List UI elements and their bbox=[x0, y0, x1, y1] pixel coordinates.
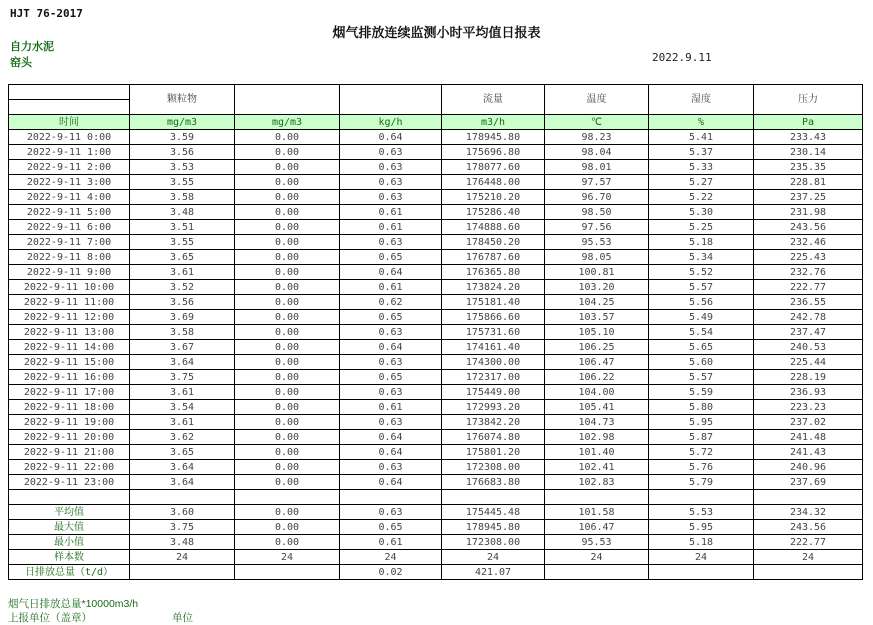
value-cell: 173842.20 bbox=[442, 415, 545, 430]
value-cell: 241.48 bbox=[754, 430, 863, 445]
value-cell: 0.00 bbox=[235, 325, 340, 340]
value-cell: 3.64 bbox=[130, 355, 235, 370]
table-row bbox=[9, 130, 863, 145]
summary-value-cell: 175445.48 bbox=[442, 505, 545, 520]
table-row bbox=[9, 430, 863, 445]
report-date: 2022.9.11 bbox=[652, 51, 712, 64]
value-cell: 0.00 bbox=[235, 295, 340, 310]
value-cell: 103.57 bbox=[545, 310, 649, 325]
value-cell: 232.76 bbox=[754, 265, 863, 280]
value-cell: 175801.20 bbox=[442, 445, 545, 460]
table-row bbox=[9, 190, 863, 205]
value-cell: 0.65 bbox=[340, 370, 442, 385]
value-cell: 3.54 bbox=[130, 400, 235, 415]
value-cell: 237.02 bbox=[754, 415, 863, 430]
time-cell: 2022-9-11 12:00 bbox=[9, 310, 130, 325]
value-cell: 0.00 bbox=[235, 475, 340, 490]
value-cell: 0.63 bbox=[340, 460, 442, 475]
value-cell: 0.00 bbox=[235, 445, 340, 460]
unit-cell-percent: % bbox=[649, 115, 754, 130]
summary-value-cell: 24 bbox=[130, 550, 235, 565]
time-cell: 2022-9-11 9:00 bbox=[9, 265, 130, 280]
value-cell: 0.00 bbox=[235, 370, 340, 385]
value-cell: 0.00 bbox=[235, 220, 340, 235]
value-cell: 5.72 bbox=[649, 445, 754, 460]
value-cell: 225.44 bbox=[754, 355, 863, 370]
value-cell: 233.43 bbox=[754, 130, 863, 145]
table-row bbox=[9, 205, 863, 220]
value-cell: 106.22 bbox=[545, 370, 649, 385]
footer-note: 烟气日排放总量*10000m3/h bbox=[8, 598, 139, 610]
value-cell: 100.81 bbox=[545, 265, 649, 280]
value-cell: 178450.20 bbox=[442, 235, 545, 250]
value-cell: 172993.20 bbox=[442, 400, 545, 415]
summary-value-cell: 95.53 bbox=[545, 535, 649, 550]
time-cell: 2022-9-11 10:00 bbox=[9, 280, 130, 295]
value-cell: 96.70 bbox=[545, 190, 649, 205]
table-row bbox=[9, 325, 863, 340]
table-row bbox=[9, 370, 863, 385]
table-row bbox=[9, 265, 863, 280]
time-cell: 2022-9-11 3:00 bbox=[9, 175, 130, 190]
summary-value-cell: 5.53 bbox=[649, 505, 754, 520]
unit-cell-pa: Pa bbox=[754, 115, 863, 130]
value-cell: 0.62 bbox=[340, 295, 442, 310]
value-cell: 236.93 bbox=[754, 385, 863, 400]
value-cell: 95.53 bbox=[545, 235, 649, 250]
time-cell: 2022-9-11 7:00 bbox=[9, 235, 130, 250]
value-cell: 0.00 bbox=[235, 190, 340, 205]
time-cell: 2022-9-11 23:00 bbox=[9, 475, 130, 490]
value-cell: 178945.80 bbox=[442, 130, 545, 145]
value-cell: 98.01 bbox=[545, 160, 649, 175]
value-cell: 5.22 bbox=[649, 190, 754, 205]
table-row bbox=[9, 280, 863, 295]
value-cell: 0.00 bbox=[235, 130, 340, 145]
value-cell: 0.00 bbox=[235, 430, 340, 445]
summary-value-cell: 3.75 bbox=[130, 520, 235, 535]
time-cell: 2022-9-11 16:00 bbox=[9, 370, 130, 385]
summary-value-cell: 0.00 bbox=[235, 520, 340, 535]
value-cell: 105.41 bbox=[545, 400, 649, 415]
value-cell: 223.23 bbox=[754, 400, 863, 415]
time-cell: 2022-9-11 18:00 bbox=[9, 400, 130, 415]
value-cell: 0.63 bbox=[340, 325, 442, 340]
summary-value-cell: 0.63 bbox=[340, 505, 442, 520]
value-cell: 175696.80 bbox=[442, 145, 545, 160]
value-cell: 228.81 bbox=[754, 175, 863, 190]
value-cell: 98.50 bbox=[545, 205, 649, 220]
column-header-particulate: 颗粒物 bbox=[130, 85, 235, 115]
value-cell: 235.35 bbox=[754, 160, 863, 175]
value-cell: 104.25 bbox=[545, 295, 649, 310]
value-cell: 5.25 bbox=[649, 220, 754, 235]
value-cell: 173824.20 bbox=[442, 280, 545, 295]
station-name: 窑头 bbox=[10, 57, 32, 69]
summary-value-cell: 24 bbox=[754, 550, 863, 565]
summary-value-cell: 421.07 bbox=[442, 565, 545, 580]
summary-value-cell: 0.61 bbox=[340, 535, 442, 550]
value-cell: 0.65 bbox=[340, 250, 442, 265]
value-cell: 175181.40 bbox=[442, 295, 545, 310]
time-cell: 2022-9-11 20:00 bbox=[9, 430, 130, 445]
value-cell: 232.46 bbox=[754, 235, 863, 250]
value-cell: 240.96 bbox=[754, 460, 863, 475]
value-cell: 5.56 bbox=[649, 295, 754, 310]
value-cell: 0.00 bbox=[235, 160, 340, 175]
spacer-section bbox=[9, 490, 863, 505]
value-cell: 3.61 bbox=[130, 265, 235, 280]
table-row bbox=[9, 220, 863, 235]
summary-value-cell bbox=[130, 565, 235, 580]
units-row bbox=[9, 115, 863, 130]
value-cell: 3.51 bbox=[130, 220, 235, 235]
time-cell: 2022-9-11 5:00 bbox=[9, 205, 130, 220]
column-header-humidity: 湿度 bbox=[649, 85, 754, 115]
value-cell: 0.64 bbox=[340, 130, 442, 145]
value-cell: 98.05 bbox=[545, 250, 649, 265]
value-cell: 5.60 bbox=[649, 355, 754, 370]
table-row bbox=[9, 340, 863, 355]
value-cell: 0.00 bbox=[235, 385, 340, 400]
table-row bbox=[9, 235, 863, 250]
value-cell: 222.77 bbox=[754, 280, 863, 295]
value-cell: 5.80 bbox=[649, 400, 754, 415]
report-unit-label: 上报单位（盖章） bbox=[8, 612, 92, 624]
value-cell: 102.98 bbox=[545, 430, 649, 445]
summary-value-cell: 0.00 bbox=[235, 535, 340, 550]
value-cell: 5.52 bbox=[649, 265, 754, 280]
value-cell: 0.63 bbox=[340, 385, 442, 400]
value-cell: 3.56 bbox=[130, 145, 235, 160]
summary-value-cell: 172308.00 bbox=[442, 535, 545, 550]
value-cell: 237.47 bbox=[754, 325, 863, 340]
column-header-blank-1 bbox=[235, 85, 340, 115]
value-cell: 176683.80 bbox=[442, 475, 545, 490]
value-cell: 5.34 bbox=[649, 250, 754, 265]
value-cell: 97.56 bbox=[545, 220, 649, 235]
column-header-pressure: 压力 bbox=[754, 85, 863, 115]
summary-value-cell: 222.77 bbox=[754, 535, 863, 550]
value-cell: 5.54 bbox=[649, 325, 754, 340]
value-cell: 3.48 bbox=[130, 205, 235, 220]
summary-value-cell bbox=[545, 565, 649, 580]
value-cell: 174888.60 bbox=[442, 220, 545, 235]
time-cell: 2022-9-11 17:00 bbox=[9, 385, 130, 400]
value-cell: 0.63 bbox=[340, 145, 442, 160]
value-cell: 175449.00 bbox=[442, 385, 545, 400]
summary-value-cell: 3.60 bbox=[130, 505, 235, 520]
table-row bbox=[9, 310, 863, 325]
value-cell: 0.61 bbox=[340, 220, 442, 235]
value-cell: 5.95 bbox=[649, 415, 754, 430]
table-row bbox=[9, 295, 863, 310]
value-cell: 0.00 bbox=[235, 355, 340, 370]
value-cell: 102.41 bbox=[545, 460, 649, 475]
value-cell: 242.78 bbox=[754, 310, 863, 325]
table-row bbox=[9, 145, 863, 160]
summary-row bbox=[9, 565, 863, 580]
value-cell: 225.43 bbox=[754, 250, 863, 265]
summary-value-cell: 0.65 bbox=[340, 520, 442, 535]
value-cell: 0.65 bbox=[340, 310, 442, 325]
summary-value-cell: 24 bbox=[545, 550, 649, 565]
time-cell: 2022-9-11 2:00 bbox=[9, 160, 130, 175]
summary-value-cell: 178945.80 bbox=[442, 520, 545, 535]
unit-cell-kgh: kg/h bbox=[340, 115, 442, 130]
data-rows bbox=[9, 130, 863, 490]
summary-value-cell: 0.02 bbox=[340, 565, 442, 580]
value-cell: 0.63 bbox=[340, 175, 442, 190]
summary-row bbox=[9, 505, 863, 520]
value-cell: 3.69 bbox=[130, 310, 235, 325]
value-cell: 3.64 bbox=[130, 460, 235, 475]
value-cell: 0.61 bbox=[340, 280, 442, 295]
corner-cell-top bbox=[9, 85, 130, 100]
summary-value-cell: 24 bbox=[649, 550, 754, 565]
value-cell: 228.19 bbox=[754, 370, 863, 385]
time-cell: 2022-9-11 22:00 bbox=[9, 460, 130, 475]
value-cell: 98.04 bbox=[545, 145, 649, 160]
value-cell: 3.61 bbox=[130, 385, 235, 400]
time-cell: 2022-9-11 4:00 bbox=[9, 190, 130, 205]
value-cell: 3.58 bbox=[130, 190, 235, 205]
unit-label: 单位 bbox=[172, 612, 193, 624]
standard-code: HJT 76-2017 bbox=[10, 7, 83, 20]
value-cell: 5.57 bbox=[649, 370, 754, 385]
value-cell: 0.64 bbox=[340, 445, 442, 460]
summary-value-cell: 24 bbox=[340, 550, 442, 565]
value-cell: 0.64 bbox=[340, 265, 442, 280]
value-cell: 241.43 bbox=[754, 445, 863, 460]
value-cell: 102.83 bbox=[545, 475, 649, 490]
time-cell: 2022-9-11 6:00 bbox=[9, 220, 130, 235]
value-cell: 106.25 bbox=[545, 340, 649, 355]
time-cell: 2022-9-11 11:00 bbox=[9, 295, 130, 310]
value-cell: 98.23 bbox=[545, 130, 649, 145]
value-cell: 178077.60 bbox=[442, 160, 545, 175]
group-header-row bbox=[9, 85, 863, 100]
value-cell: 3.65 bbox=[130, 445, 235, 460]
summary-value-cell: 106.47 bbox=[545, 520, 649, 535]
value-cell: 0.61 bbox=[340, 400, 442, 415]
table-row bbox=[9, 415, 863, 430]
value-cell: 5.27 bbox=[649, 175, 754, 190]
summary-row bbox=[9, 550, 863, 565]
value-cell: 231.98 bbox=[754, 205, 863, 220]
value-cell: 0.00 bbox=[235, 280, 340, 295]
value-cell: 176787.60 bbox=[442, 250, 545, 265]
value-cell: 0.64 bbox=[340, 340, 442, 355]
value-cell: 3.75 bbox=[130, 370, 235, 385]
value-cell: 3.53 bbox=[130, 160, 235, 175]
table-row bbox=[9, 175, 863, 190]
table-row bbox=[9, 385, 863, 400]
value-cell: 3.58 bbox=[130, 325, 235, 340]
time-cell: 2022-9-11 0:00 bbox=[9, 130, 130, 145]
value-cell: 237.25 bbox=[754, 190, 863, 205]
summary-value-cell: 101.58 bbox=[545, 505, 649, 520]
summary-value-cell: 3.48 bbox=[130, 535, 235, 550]
time-cell: 2022-9-11 1:00 bbox=[9, 145, 130, 160]
table-row bbox=[9, 460, 863, 475]
value-cell: 0.63 bbox=[340, 160, 442, 175]
value-cell: 0.00 bbox=[235, 340, 340, 355]
summary-label: 最小值 bbox=[9, 535, 130, 550]
unit-cell-celsius: ℃ bbox=[545, 115, 649, 130]
summary-label: 最大值 bbox=[9, 520, 130, 535]
value-cell: 176365.80 bbox=[442, 265, 545, 280]
table-row bbox=[9, 475, 863, 490]
value-cell: 0.00 bbox=[235, 145, 340, 160]
value-cell: 3.59 bbox=[130, 130, 235, 145]
table-row bbox=[9, 355, 863, 370]
value-cell: 0.00 bbox=[235, 415, 340, 430]
summary-value-cell: 5.18 bbox=[649, 535, 754, 550]
summary-label: 平均值 bbox=[9, 505, 130, 520]
table-row bbox=[9, 445, 863, 460]
value-cell: 101.40 bbox=[545, 445, 649, 460]
value-cell: 3.64 bbox=[130, 475, 235, 490]
value-cell: 0.63 bbox=[340, 415, 442, 430]
value-cell: 174300.00 bbox=[442, 355, 545, 370]
value-cell: 104.73 bbox=[545, 415, 649, 430]
value-cell: 0.00 bbox=[235, 235, 340, 250]
table-row bbox=[9, 160, 863, 175]
value-cell: 240.53 bbox=[754, 340, 863, 355]
time-cell: 2022-9-11 8:00 bbox=[9, 250, 130, 265]
summary-value-cell: 234.32 bbox=[754, 505, 863, 520]
value-cell: 5.30 bbox=[649, 205, 754, 220]
value-cell: 3.65 bbox=[130, 250, 235, 265]
summary-value-cell bbox=[235, 565, 340, 580]
value-cell: 5.59 bbox=[649, 385, 754, 400]
value-cell: 5.37 bbox=[649, 145, 754, 160]
company-name: 自力水泥 bbox=[10, 41, 54, 53]
unit-cell-mg: mg/m3 bbox=[235, 115, 340, 130]
value-cell: 106.47 bbox=[545, 355, 649, 370]
value-cell: 230.14 bbox=[754, 145, 863, 160]
value-cell: 3.55 bbox=[130, 235, 235, 250]
spacer-row bbox=[9, 490, 863, 505]
value-cell: 236.55 bbox=[754, 295, 863, 310]
summary-value-cell: 243.56 bbox=[754, 520, 863, 535]
value-cell: 0.00 bbox=[235, 175, 340, 190]
value-cell: 0.00 bbox=[235, 205, 340, 220]
summary-label: 日排放总量（t/d） bbox=[9, 565, 130, 580]
value-cell: 0.00 bbox=[235, 265, 340, 280]
time-cell: 2022-9-11 15:00 bbox=[9, 355, 130, 370]
value-cell: 0.00 bbox=[235, 250, 340, 265]
value-cell: 0.64 bbox=[340, 475, 442, 490]
summary-value-cell bbox=[754, 565, 863, 580]
value-cell: 3.61 bbox=[130, 415, 235, 430]
report-title: 烟气排放连续监测小时平均值日报表 bbox=[332, 25, 541, 40]
summary-value-cell bbox=[649, 565, 754, 580]
value-cell: 176448.00 bbox=[442, 175, 545, 190]
time-cell: 2022-9-11 13:00 bbox=[9, 325, 130, 340]
value-cell: 174161.40 bbox=[442, 340, 545, 355]
time-cell: 2022-9-11 21:00 bbox=[9, 445, 130, 460]
column-header-temperature: 温度 bbox=[545, 85, 649, 115]
value-cell: 0.00 bbox=[235, 400, 340, 415]
value-cell: 103.20 bbox=[545, 280, 649, 295]
summary-label: 样本数 bbox=[9, 550, 130, 565]
value-cell: 0.00 bbox=[235, 460, 340, 475]
summary-row bbox=[9, 520, 863, 535]
value-cell: 0.61 bbox=[340, 205, 442, 220]
value-cell: 0.63 bbox=[340, 355, 442, 370]
column-header-flow: 流量 bbox=[442, 85, 545, 115]
value-cell: 3.55 bbox=[130, 175, 235, 190]
value-cell: 97.57 bbox=[545, 175, 649, 190]
value-cell: 104.00 bbox=[545, 385, 649, 400]
value-cell: 5.87 bbox=[649, 430, 754, 445]
value-cell: 5.41 bbox=[649, 130, 754, 145]
value-cell: 172317.00 bbox=[442, 370, 545, 385]
value-cell: 0.00 bbox=[235, 310, 340, 325]
value-cell: 3.67 bbox=[130, 340, 235, 355]
summary-value-cell: 5.95 bbox=[649, 520, 754, 535]
monitoring-table bbox=[8, 84, 863, 580]
value-cell: 175731.60 bbox=[442, 325, 545, 340]
value-cell: 5.18 bbox=[649, 235, 754, 250]
value-cell: 5.76 bbox=[649, 460, 754, 475]
time-cell: 2022-9-11 14:00 bbox=[9, 340, 130, 355]
unit-cell-m3h: m3/h bbox=[442, 115, 545, 130]
value-cell: 5.79 bbox=[649, 475, 754, 490]
value-cell: 5.57 bbox=[649, 280, 754, 295]
summary-value-cell: 24 bbox=[235, 550, 340, 565]
value-cell: 172308.00 bbox=[442, 460, 545, 475]
value-cell: 5.65 bbox=[649, 340, 754, 355]
value-cell: 175866.60 bbox=[442, 310, 545, 325]
time-header-cell: 时间 bbox=[9, 115, 130, 130]
value-cell: 237.69 bbox=[754, 475, 863, 490]
value-cell: 5.33 bbox=[649, 160, 754, 175]
summary-rows bbox=[9, 505, 863, 580]
value-cell: 0.64 bbox=[340, 430, 442, 445]
column-header-blank-2 bbox=[340, 85, 442, 115]
time-cell: 2022-9-11 19:00 bbox=[9, 415, 130, 430]
value-cell: 3.56 bbox=[130, 295, 235, 310]
corner-cell-bottom bbox=[9, 100, 130, 115]
summary-value-cell: 24 bbox=[442, 550, 545, 565]
table-row bbox=[9, 400, 863, 415]
value-cell: 5.49 bbox=[649, 310, 754, 325]
summary-value-cell: 0.00 bbox=[235, 505, 340, 520]
value-cell: 243.56 bbox=[754, 220, 863, 235]
value-cell: 175286.40 bbox=[442, 205, 545, 220]
table-header-section bbox=[9, 85, 863, 130]
value-cell: 105.10 bbox=[545, 325, 649, 340]
value-cell: 176074.80 bbox=[442, 430, 545, 445]
summary-row bbox=[9, 535, 863, 550]
table-row bbox=[9, 250, 863, 265]
value-cell: 3.62 bbox=[130, 430, 235, 445]
value-cell: 175210.20 bbox=[442, 190, 545, 205]
value-cell: 0.63 bbox=[340, 190, 442, 205]
value-cell: 3.52 bbox=[130, 280, 235, 295]
value-cell: 0.63 bbox=[340, 235, 442, 250]
unit-cell-pm-mg: mg/m3 bbox=[130, 115, 235, 130]
